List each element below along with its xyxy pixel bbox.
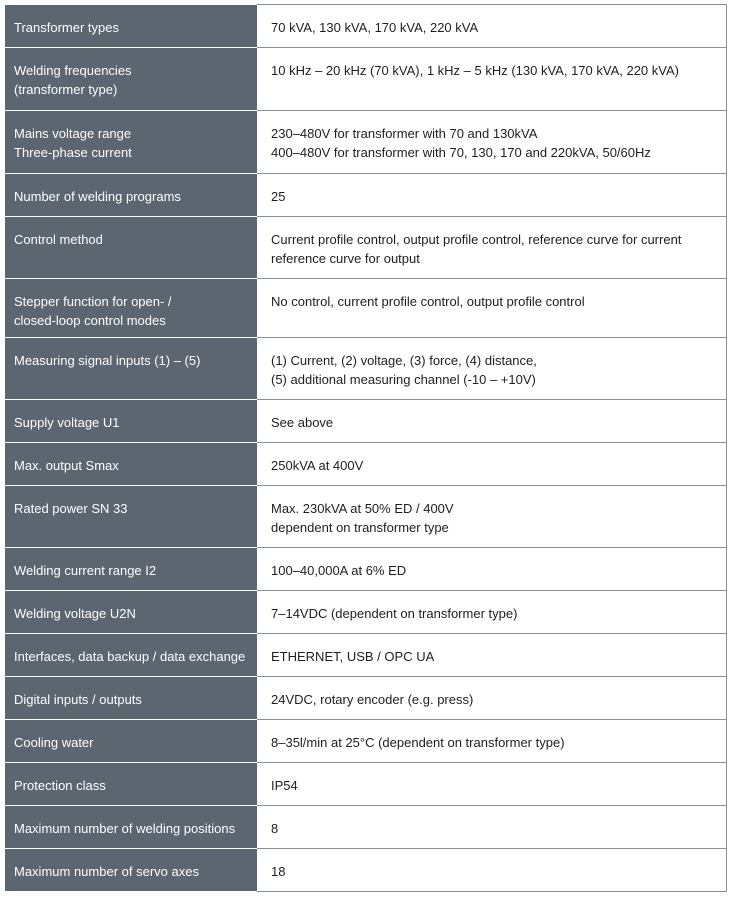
spec-value: 7–14VDC (dependent on transformer type) — [257, 591, 727, 634]
table-row — [5, 443, 727, 486]
table-row — [5, 217, 727, 279]
spec-label: Stepper function for open- / closed-loop control modes — [5, 279, 257, 338]
spec-label: Welding frequencies (transformer type) — [5, 48, 257, 111]
table-row — [5, 279, 727, 338]
table-row — [5, 806, 727, 849]
spec-value: (1) Current, (2) voltage, (3) force, (4) distance, (5) additional measuring channel (-10 – +10V) — [257, 338, 727, 400]
spec-label: Maximum number of welding positions — [5, 806, 257, 849]
table-row — [5, 634, 727, 677]
spec-label: Welding voltage U2N — [5, 591, 257, 634]
table-row — [5, 486, 727, 548]
spec-value: See above — [257, 400, 727, 443]
table-row — [5, 677, 727, 720]
spec-value: Max. 230kVA at 50% ED / 400V dependent on transformer type — [257, 486, 727, 548]
spec-label: Welding current range I2 — [5, 548, 257, 591]
spec-label: Maximum number of servo axes — [5, 849, 257, 892]
spec-value: Current profile control, output profile control, reference curve for current reference curve for output — [257, 217, 727, 279]
table-row — [5, 48, 727, 111]
spec-label: Protection class — [5, 763, 257, 806]
spec-label: Cooling water — [5, 720, 257, 763]
specifications-table — [5, 4, 727, 892]
spec-value: 250kVA at 400V — [257, 443, 727, 486]
spec-label: Transformer types — [5, 5, 257, 48]
table-row — [5, 338, 727, 400]
table-row — [5, 548, 727, 591]
table-row — [5, 591, 727, 634]
spec-label: Rated power SN 33 — [5, 486, 257, 548]
spec-label: Mains voltage range Three-phase current — [5, 111, 257, 174]
spec-value: 230–480V for transformer with 70 and 130kVA 400–480V for transformer with 70, 130, 170 and 220kVA, 50/60Hz — [257, 111, 727, 174]
spec-label: Interfaces, data backup / data exchange — [5, 634, 257, 677]
spec-label: Digital inputs / outputs — [5, 677, 257, 720]
table-row — [5, 400, 727, 443]
spec-value: 8 — [257, 806, 727, 849]
table-row — [5, 720, 727, 763]
spec-value: 8–35l/min at 25°C (dependent on transformer type) — [257, 720, 727, 763]
spec-value: 25 — [257, 174, 727, 217]
spec-value: 10 kHz – 20 kHz (70 kVA), 1 kHz – 5 kHz (130 kVA, 170 kVA, 220 kVA) — [257, 48, 727, 111]
spec-label: Max. output Smax — [5, 443, 257, 486]
spec-value: ETHERNET, USB / OPC UA — [257, 634, 727, 677]
spec-value: 70 kVA, 130 kVA, 170 kVA, 220 kVA — [257, 5, 727, 48]
table-row — [5, 763, 727, 806]
spec-value: No control, current profile control, output profile control — [257, 279, 727, 338]
table-row — [5, 174, 727, 217]
spec-label: Supply voltage U1 — [5, 400, 257, 443]
table-row — [5, 5, 727, 48]
spec-value: 18 — [257, 849, 727, 892]
table-row — [5, 849, 727, 892]
table-row — [5, 111, 727, 174]
spec-value: 100–40,000A at 6% ED — [257, 548, 727, 591]
spec-label: Control method — [5, 217, 257, 279]
spec-label: Number of welding programs — [5, 174, 257, 217]
spec-value: 24VDC, rotary encoder (e.g. press) — [257, 677, 727, 720]
spec-value: IP54 — [257, 763, 727, 806]
spec-label: Measuring signal inputs (1) – (5) — [5, 338, 257, 400]
